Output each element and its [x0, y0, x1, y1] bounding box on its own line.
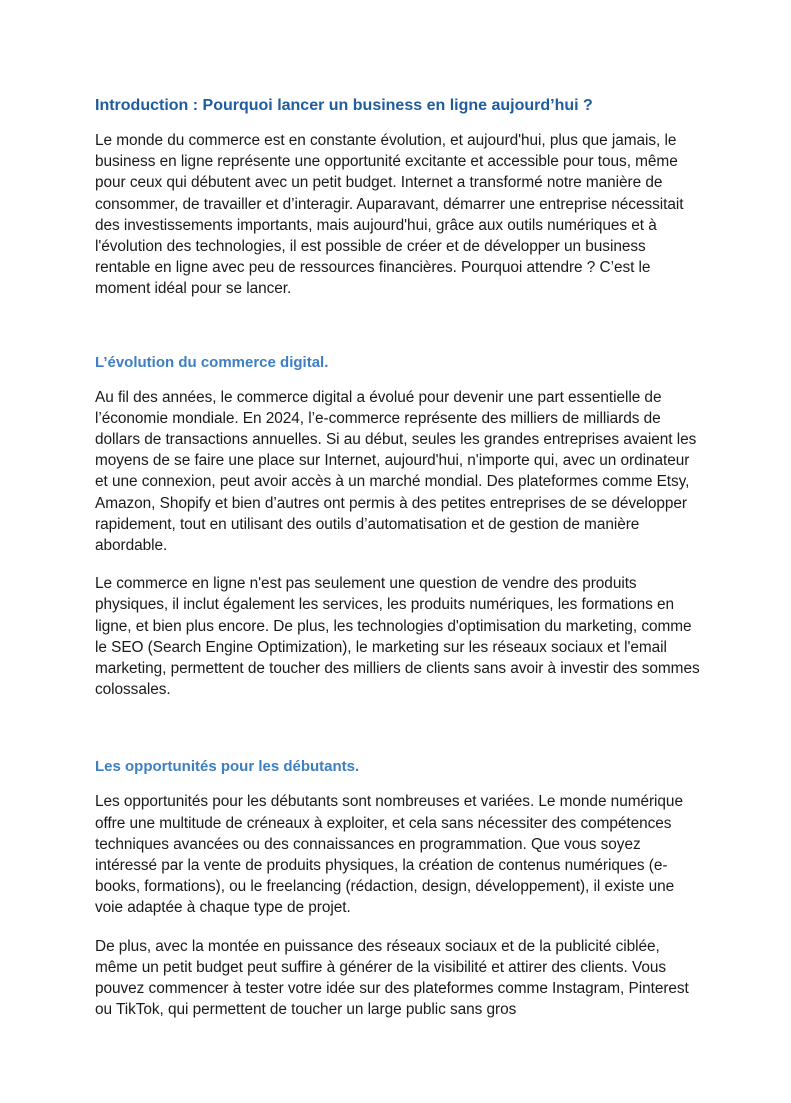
document-page: [95, 96, 705, 1038]
section-heading-evolution: L’évolution du commerce digital.: [95, 353, 329, 371]
opportunities-paragraph-2: De plus, avec la montée en puissance des réseaux sociaux et de la publicité ciblée, même un petit budget peut suffire à générer de la visibilité et attirer des clients. Vous pouvez commencer à tester votre idée sur des plateformes comme Instagram, Pinterest ou TikTok, qui permettent de toucher un large public sans gros: [95, 937, 689, 1019]
intro-paragraph: Le monde du commerce est en constante évolution, et aujourd'hui, plus que jamais, le business en ligne représente une opportunité excitante et accessible pour tous, même pour ceux qui débutent avec un petit budget. Internet a transformé notre manière de consommer, de travailler et d’interagir. Auparavant, démarrer une entreprise nécessitait des investissements importants, mais aujourd'hui, grâce aux outils numériques et à l'évolution des technologies, il est possible de créer et de développer un business rentable en ligne avec peu de ressources financières. Pourquoi attendre ? C’est le moment idéal pour se lancer.: [95, 132, 684, 298]
section-spacer: [95, 717, 705, 757]
section-spacer: [95, 317, 705, 353]
opportunities-paragraph-1: Les opportunités pour les débutants sont nombreuses et variées. Le monde numérique offre une multitude de créneaux à exploiter, et cela sans nécessiter des compétences techniques avancées ou des connaissances en programmation. Que vous soyez intéressé par la vente de produits physiques, la création de contenus numériques (e-books, formations), ou le freelancing (rédaction, design, développement), il existe une voie adaptée à chaque type de projet.: [95, 793, 683, 917]
evolution-paragraph-1: Au fil des années, le commerce digital a évolué pour devenir une part essentielle de l’économie mondiale. En 2024, l’e-commerce représente des milliers de milliards de dollars de transactions annuelles. Si au début, seules les grandes entreprises avaient les moyens de se faire une place sur Internet, aujourd'hui, n'importe qui, avec un ordinateur et une connexion, peut avoir accès à un marché mondial. Des plateformes comme Etsy, Amazon, Shopify et bien d’autres ont permis à des petites entreprises de se développer rapidement, tout en utilisant des outils d’automatisation et de gestion de manière abordable.: [95, 388, 697, 555]
section-heading-opportunities: Les opportunités pour les débutants.: [95, 758, 360, 776]
evolution-paragraph-2: Le commerce en ligne n'est pas seulement une question de vendre des produits physiques, il inclut également les services, les produits numériques, les formations en ligne, et bien plus encore. De plus, les technologies d'optimisation du marketing, comme le SEO (Search Engine Optimization), le marketing sur les réseaux sociaux et l'email marketing, permettent de toucher des milliers de clients sans avoir à investir des sommes colossales.: [95, 575, 700, 699]
section-heading-introduction: Introduction : Pourquoi lancer un business en ligne aujourd’hui ?: [95, 97, 593, 114]
